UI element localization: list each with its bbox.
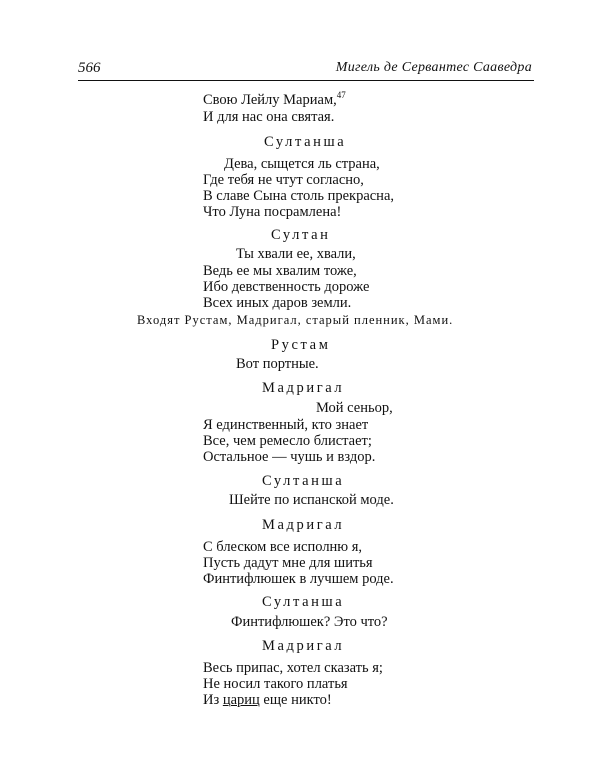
verse-line: Вот портные. bbox=[236, 356, 319, 372]
speaker-name: Султанша bbox=[262, 594, 345, 610]
verse-line: Пусть дадут мне для шитья bbox=[203, 555, 373, 571]
verse-line: Где тебя не чтут согласно, bbox=[203, 172, 364, 188]
verse-line: С блеском все исполню я, bbox=[203, 539, 363, 555]
verse-line: Не носил такого платья bbox=[203, 676, 348, 692]
speaker-name: Султанша bbox=[264, 134, 347, 150]
speaker-name: Султан bbox=[271, 227, 331, 243]
verse-line: Ты хвали ее, хвали, bbox=[236, 246, 356, 262]
verse-line: Из цариц еще никто! bbox=[203, 692, 332, 708]
running-title: Мигель де Сервантес Сааведра bbox=[335, 60, 532, 75]
verse-line: Ведь ее мы хвалим тоже, bbox=[203, 263, 357, 279]
verse-line: И для нас она святая. bbox=[203, 109, 335, 125]
speaker-name: Рустам bbox=[271, 337, 331, 353]
verse-line: Дева, сыщется ль страна, bbox=[224, 156, 380, 172]
speaker-name: Мадригал bbox=[262, 380, 345, 396]
footnote-marker: 47 bbox=[336, 90, 346, 100]
verse-line: Все, чем ремесло блистает; bbox=[203, 433, 372, 449]
verse-line: Финтифлюшек в лучшем роде. bbox=[203, 571, 394, 587]
stage-direction: Входят Рустам, Мадригал, старый пленник, Мами. bbox=[137, 313, 454, 327]
speaker-name: Мадригал bbox=[262, 638, 345, 654]
verse-line: Весь припас, хотел сказать я; bbox=[203, 660, 383, 676]
underlined-word: цариц bbox=[222, 692, 260, 708]
verse-line: Остальное — чушь и вздор. bbox=[203, 449, 376, 465]
verse-line: Я единственный, кто знает bbox=[203, 417, 369, 433]
verse-line: Шейте по испанской моде. bbox=[229, 492, 394, 508]
verse-line: Что Луна посрамлена! bbox=[203, 204, 342, 220]
speaker-name: Мадригал bbox=[262, 517, 345, 533]
verse-line: Финтифлюшек? Это что? bbox=[231, 614, 388, 630]
verse-line: Свою Лейлу Мариам,$^{47}$ bbox=[203, 90, 346, 108]
verse-line: Всех иных даров земли. bbox=[203, 295, 352, 311]
header-rule bbox=[78, 80, 534, 81]
speaker-name: Султанша bbox=[262, 473, 345, 489]
verse-line: В славе Сына столь прекрасна, bbox=[203, 188, 395, 204]
verse-line: Мой сеньор, bbox=[316, 400, 393, 416]
verse-line: Ибо девственность дороже bbox=[203, 279, 370, 295]
page-number: 566 bbox=[78, 60, 101, 76]
